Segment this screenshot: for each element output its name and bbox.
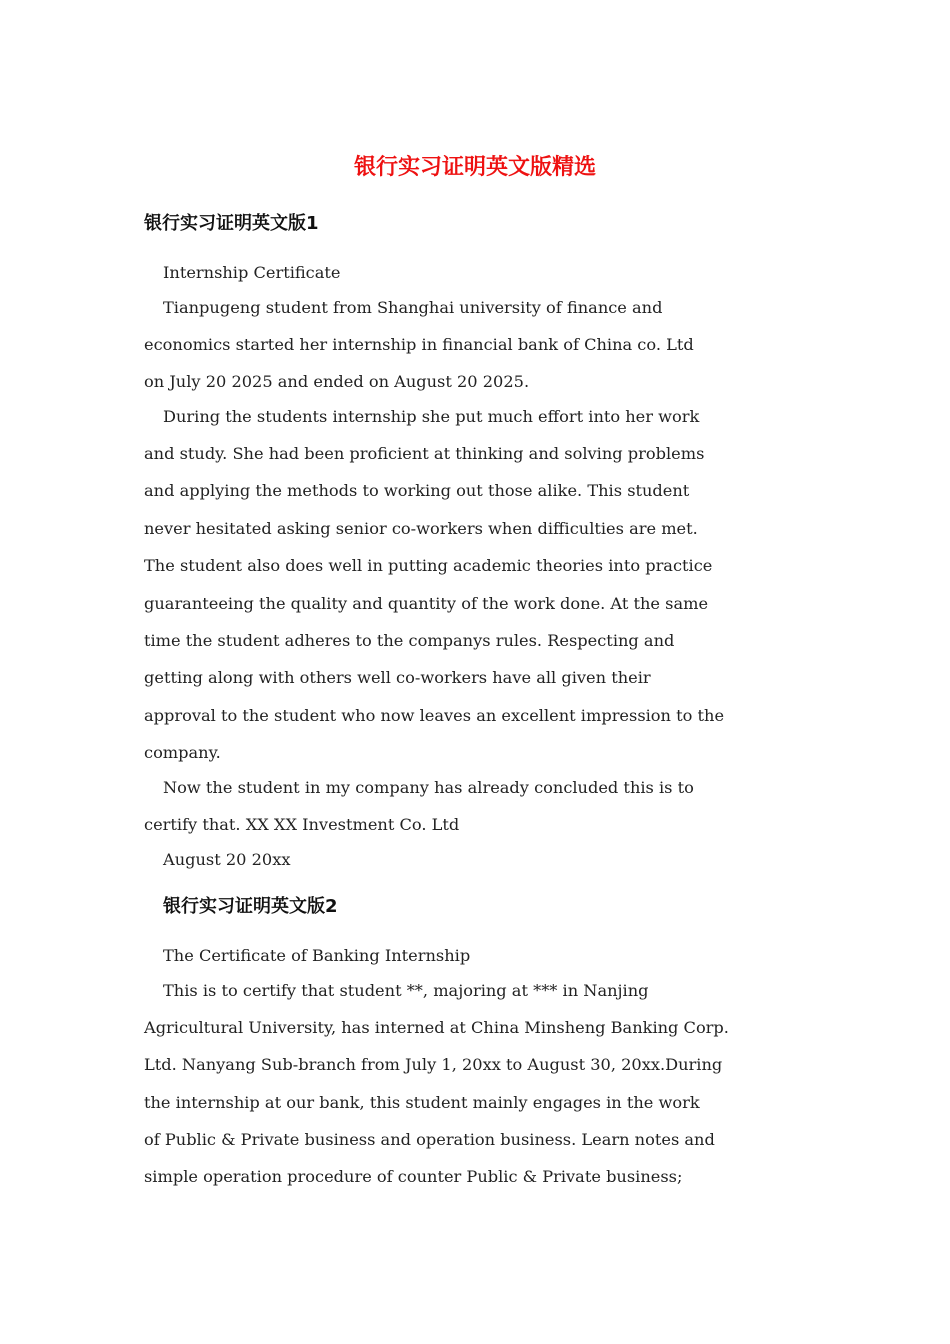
section-1-line: The student also does well in putting academic theories into practice — [144, 556, 713, 575]
section-1-line: getting along with others well co-workers have all given their — [144, 668, 651, 687]
section-1-heading: 银行实习证明英文版1 — [144, 213, 319, 234]
section-2-line: Ltd. Nanyang Sub-branch from July 1, 20xx to August 30, 20xx.During — [144, 1055, 723, 1074]
section-1-line: on July 20 2025 and ended on August 20 2025. — [144, 372, 530, 391]
section-2-line: This is to certify that student **, majoring at *** in Nanjing — [163, 981, 649, 1000]
section-1-line: During the students internship she put much effort into her work — [163, 407, 700, 426]
section-1-line: never hesitated asking senior co-workers when difficulties are met. — [144, 519, 698, 538]
section-1-line: and study. She had been proficient at thinking and solving problems — [144, 444, 705, 463]
section-2-line: the internship at our bank, this student mainly engages in the work — [144, 1093, 700, 1112]
section-2-line: Agricultural University, has interned at China Minsheng Banking Corp. — [144, 1018, 729, 1037]
section-1-line: approval to the student who now leaves an excellent impression to the — [144, 706, 725, 725]
section-2-line: simple operation procedure of counter Public & Private business; — [144, 1167, 683, 1186]
section-1-line: Internship Certificate — [163, 263, 341, 282]
section-2-heading: 银行实习证明英文版2 — [163, 896, 338, 917]
section-1-line: economics started her internship in financial bank of China co. Ltd — [144, 335, 694, 354]
section-1-line: certify that. XX XX Investment Co. Ltd — [144, 815, 460, 834]
document-title: 银行实习证明英文版精选 — [353, 155, 596, 180]
section-1-line: and applying the methods to working out those alike. This student — [144, 481, 690, 500]
section-2-line: The Certificate of Banking Internship — [163, 946, 471, 965]
section-1-line: time the student adheres to the companys rules. Respecting and — [144, 631, 675, 650]
section-1-line: Tianpugeng student from Shanghai university of finance and — [163, 298, 663, 317]
section-1-line: company. — [144, 743, 221, 762]
section-1-line: August 20 20xx — [163, 850, 291, 869]
section-2-line: of Public & Private business and operation business. Learn notes and — [144, 1130, 715, 1149]
section-1-line: Now the student in my company has already concluded this is to — [163, 778, 694, 797]
section-1-line: guaranteeing the quality and quantity of the work done. At the same — [144, 594, 709, 613]
